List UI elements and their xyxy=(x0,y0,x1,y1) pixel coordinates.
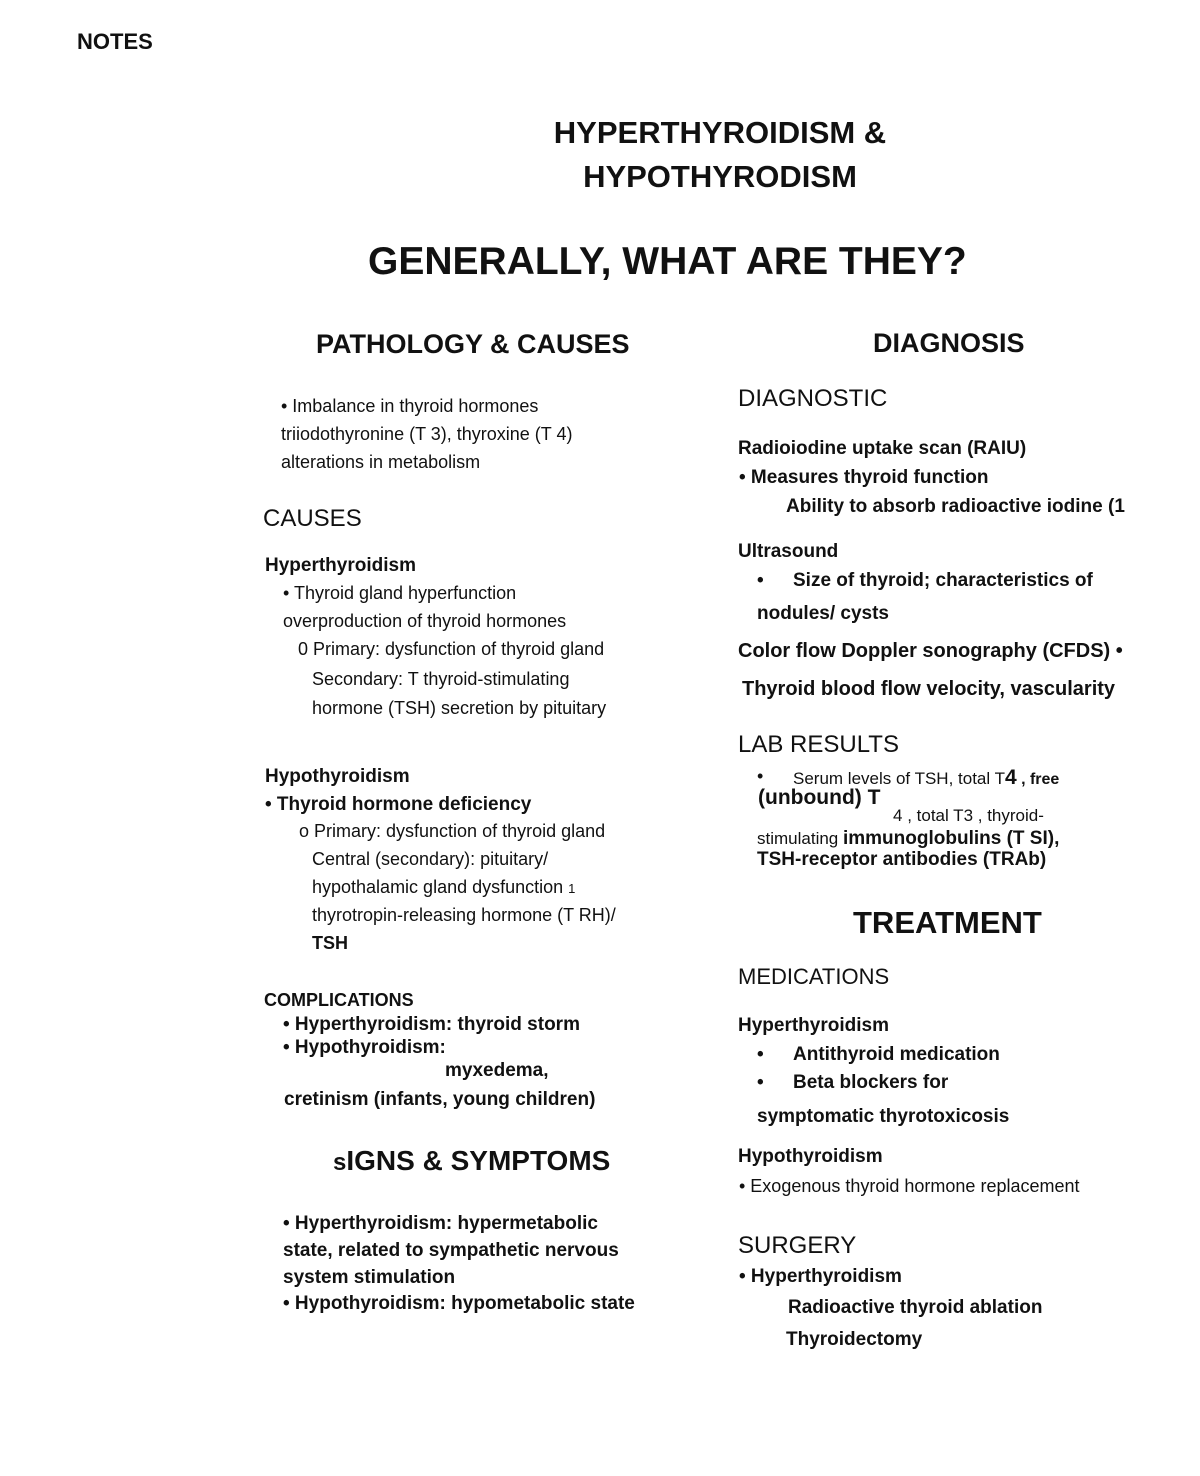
lab-text: stimulating xyxy=(757,829,843,848)
pathology-line: alterations in metabolism xyxy=(281,452,481,472)
signs-heading xyxy=(333,1145,610,1177)
signs-heading-rest: IGNS & SYMPTOMS xyxy=(346,1145,611,1176)
page-title-line2: HYPOTHYRODISM xyxy=(583,159,857,194)
causes-heading: CAUSES xyxy=(263,505,362,532)
signs-heading-prefix: s xyxy=(333,1149,347,1176)
lab-line xyxy=(757,828,1059,850)
cfds-line: Thyroid blood flow velocity, vascularity xyxy=(742,678,1116,700)
surgery-line: • Hyperthyroidism xyxy=(739,1266,902,1287)
hypo-cause-line xyxy=(312,877,575,898)
med-hypo-line: • Exogenous thyroid hormone replacement xyxy=(739,1176,1080,1196)
signs-line: state, related to sympathetic nervous xyxy=(283,1240,619,1261)
signs-line: • Hypothyroidism: hypometabolic state xyxy=(283,1293,635,1314)
treatment-heading: TREATMENT xyxy=(853,905,1042,940)
complication-line: cretinism (infants, young children) xyxy=(284,1089,596,1110)
med-hyper-heading: Hyperthyroidism xyxy=(738,1015,889,1036)
lab-bullet: • xyxy=(757,766,764,786)
hypo-cause-text: hypothalamic gland dysfunction xyxy=(312,877,564,897)
lab-text: , free xyxy=(1016,771,1060,788)
pathology-heading: PATHOLOGY & CAUSES xyxy=(316,329,630,359)
surgery-heading: SURGERY xyxy=(738,1232,857,1259)
surgery-line: Radioactive thyroid ablation xyxy=(788,1297,1043,1318)
signs-line: • Hyperthyroidism: hypermetabolic xyxy=(283,1213,598,1234)
superscript-marker: 1 xyxy=(568,881,576,896)
lab-line: (unbound) T xyxy=(758,786,881,809)
med-hyper-line: symptomatic thyrotoxicosis xyxy=(757,1106,1010,1127)
complications-heading: COMPLICATIONS xyxy=(264,990,414,1010)
med-hypo-heading: Hypothyroidism xyxy=(738,1146,883,1167)
lab-text: Serum levels of TSH, total T xyxy=(793,769,1005,788)
diagnosis-heading: DIAGNOSIS xyxy=(873,328,1025,358)
pathology-line: triiodothyronine (T 3), thyroxine (T 4) xyxy=(281,424,573,444)
hypo-causes-heading: Hypothyroidism xyxy=(265,766,410,787)
raiu-line: Ability to absorb radioactive iodine (1 xyxy=(786,496,1125,517)
hypo-cause-line: o Primary: dysfunction of thyroid gland xyxy=(299,821,606,841)
hyper-cause-line: 0 Primary: dysfunction of thyroid gland xyxy=(298,639,605,659)
lab-results-heading: LAB RESULTS xyxy=(738,731,899,758)
ultrasound-line: nodules/ cysts xyxy=(757,603,889,624)
signs-line: system stimulation xyxy=(283,1267,456,1288)
page-title-line1: HYPERTHYROIDISM & xyxy=(553,115,887,150)
med-hyper-line: Antithyroid medication xyxy=(793,1044,1000,1065)
cfds-line: Color flow Doppler sonography (CFDS) • xyxy=(738,640,1123,662)
med-bullet: • xyxy=(757,1072,764,1093)
pathology-line: • Imbalance in thyroid hormones xyxy=(281,396,539,416)
raiu-line: • Measures thyroid function xyxy=(739,467,989,488)
lab-line: TSH-receptor antibodies (TRAb) xyxy=(757,849,1047,870)
hypo-cause-line: thyrotropin-releasing hormone (T RH)/ xyxy=(312,905,616,925)
complication-line: • Hyperthyroidism: thyroid storm xyxy=(283,1014,580,1035)
hyper-cause-line: overproduction of thyroid hormones xyxy=(283,611,567,631)
lab-text: , total T3 , thyroid- xyxy=(902,806,1044,825)
raiu-heading: Radioiodine uptake scan (RAIU) xyxy=(738,438,1027,459)
lab-text: 4 xyxy=(1004,766,1017,789)
section-question-heading: GENERALLY, WHAT ARE THEY? xyxy=(368,240,967,283)
lab-line xyxy=(893,806,1044,826)
hyper-cause-line: hormone (TSH) secretion by pituitary xyxy=(312,698,607,718)
hyper-causes-heading: Hyperthyroidism xyxy=(265,555,416,576)
surgery-line: Thyroidectomy xyxy=(786,1329,923,1350)
lab-text: immunoglobulins (T SI), xyxy=(842,828,1060,849)
diagnostic-heading: DIAGNOSTIC xyxy=(738,385,888,412)
hyper-cause-line: Secondary: T thyroid-stimulating xyxy=(312,669,570,689)
complication-line: • Hypothyroidism: xyxy=(283,1037,446,1058)
med-bullet: • xyxy=(757,1044,764,1065)
hyper-cause-line: • Thyroid gland hyperfunction xyxy=(283,583,517,603)
hypo-cause-line: TSH xyxy=(312,933,348,953)
ultrasound-bullet: • xyxy=(757,570,764,591)
hypo-cause-line: Central (secondary): pituitary/ xyxy=(312,849,549,869)
complication-line: myxedema, xyxy=(445,1060,549,1081)
hypo-cause-bullet: • Thyroid hormone deficiency xyxy=(265,794,532,815)
ultrasound-line: Size of thyroid; characteristics of xyxy=(793,570,1093,591)
notes-label: NOTES xyxy=(77,29,153,54)
ultrasound-heading: Ultrasound xyxy=(738,541,839,562)
medications-heading: MEDICATIONS xyxy=(738,964,890,989)
lab-text: 4 xyxy=(893,806,903,825)
med-hyper-line: Beta blockers for xyxy=(793,1072,949,1093)
